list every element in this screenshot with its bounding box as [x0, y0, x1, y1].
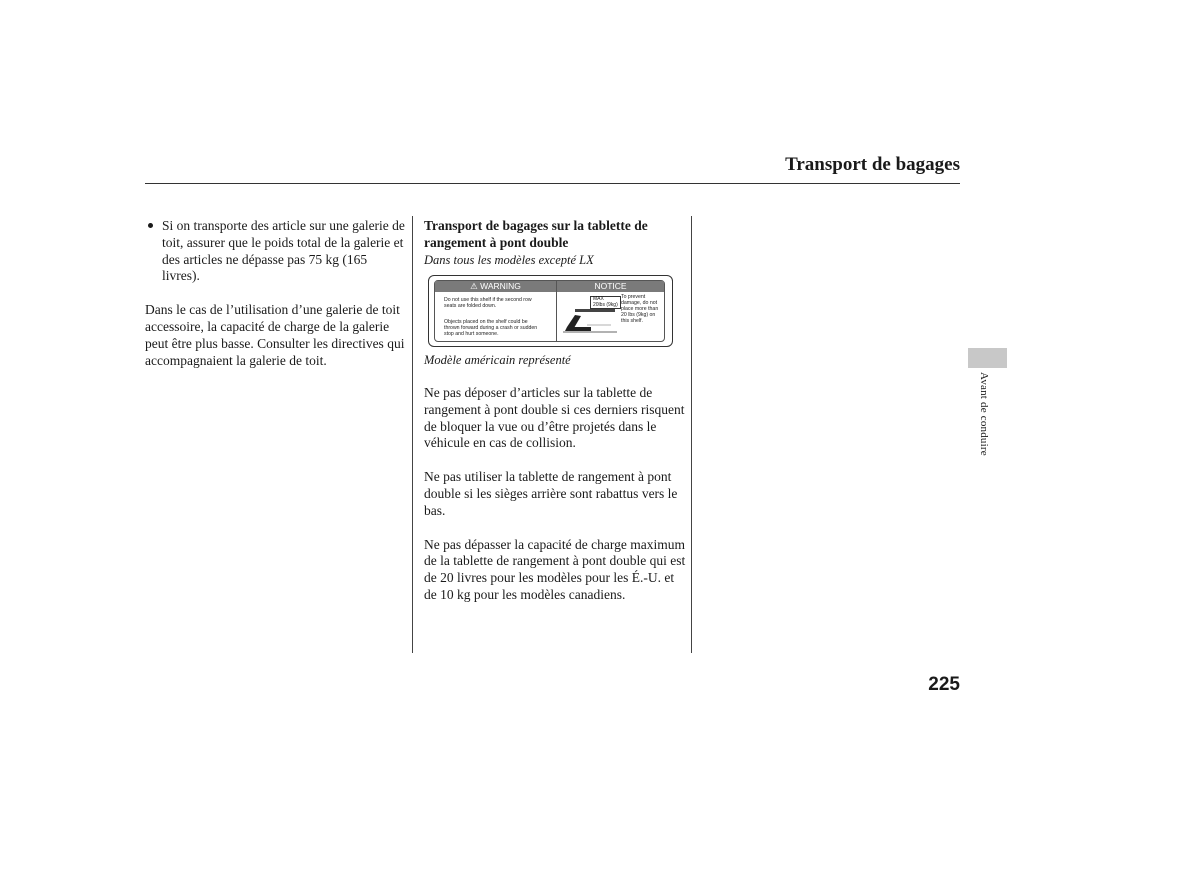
left-column [145, 218, 407, 369]
figure-caption: Modèle américain représenté [424, 353, 571, 367]
bullet-text: Si on transporte des article sur une galerie de toit, assurer que le poids total de la galerie et des articles ne dépasse pas 75 kg (165 livres). [162, 218, 405, 284]
max-line: MAX [593, 296, 604, 302]
paragraph-max-load: Ne pas dépasser la capacité de charge maximum de la tablette de rangement à pont double qui est de 20 livres pour les modèles pour les É.-U. et de 10 kg pour les modèles canadiens. [424, 536, 686, 602]
column-divider [691, 216, 692, 653]
middle-column [424, 218, 686, 268]
applicability-note: Dans tous les modèles excepté LX [424, 252, 594, 267]
warning-header: ⚠ WARNING [435, 281, 556, 292]
notice-line: To prevent [621, 294, 646, 300]
section-heading-line: Transport de bagages sur la tablette de [424, 218, 648, 233]
notice-panel [557, 281, 664, 341]
seat-shelf-icon [561, 303, 619, 333]
notice-line: place more than [621, 306, 659, 312]
warning-line: stop and hurt someone. [444, 331, 499, 337]
notice-line: 20 lbs (9kg) on [621, 312, 656, 318]
notice-line: this shelf. [621, 318, 643, 324]
section-tab-label: Avant de conduire [978, 372, 990, 456]
section-tab-marker [968, 348, 1007, 368]
warning-text [444, 319, 554, 337]
page-number: 225 [928, 674, 960, 695]
warning-panel [435, 281, 557, 341]
paragraph-obstruction: Ne pas déposer d’articles sur la tablette de rangement à pont double si ces derniers risquent de bloquer la vue ou d’être projetés dans le véhicule en cas de collision. [424, 385, 685, 451]
notice-text [621, 294, 663, 324]
bullet-item [145, 218, 407, 285]
warning-text [444, 297, 554, 309]
notice-header: NOTICE [557, 281, 664, 292]
warning-line: Do not use this shelf if the second row [444, 297, 532, 303]
notice-line: damage, do not [621, 300, 658, 306]
shelf-warning-label [428, 275, 673, 347]
middle-column-body [424, 352, 686, 604]
page-title: Transport de bagages [785, 154, 960, 175]
warning-line: Objects placed on the shelf could be [444, 319, 528, 325]
label-frame [434, 280, 665, 342]
max-line: 20lbs (9kg) [593, 301, 618, 308]
paragraph-folded-seats: Ne pas utiliser la tablette de rangement à pont double si les sièges arrière sont rabattus vers le bas. [424, 469, 678, 518]
column-divider [412, 216, 413, 653]
warning-line: seats are folded down. [444, 303, 497, 309]
warning-line: thrown forward during a crash or sudden [444, 325, 538, 331]
header-rule [145, 183, 960, 184]
section-heading-line: rangement à pont double [424, 234, 569, 250]
bullet-icon [148, 223, 153, 228]
roof-rack-paragraph: Dans le cas de l’utilisation d’une galerie de toit accessoire, la capacité de charge de la galerie peut être plus basse. Consulter les directives qui accompagnaient la galerie de toit. [145, 302, 405, 368]
